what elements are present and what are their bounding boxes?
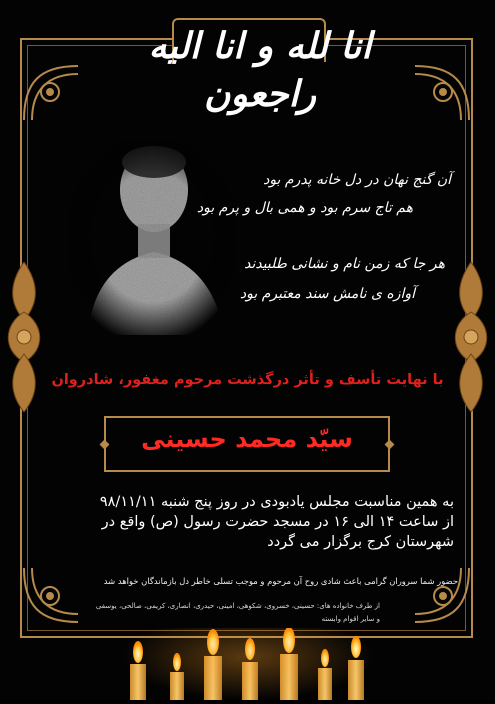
ceremony-line: از ساعت ۱۴ الی ۱۶ در مسجد حضرت رسول (ص) واقع در [101,514,454,530]
corner-ornament-icon [20,62,82,124]
candle-glow [120,628,375,700]
ceremony-details [44,492,454,552]
ornament-icon-left [0,262,48,412]
ornament-icon-right [447,262,495,412]
ceremony-line: به همین مناسبت مجلس یادبودی در روز پنج شنبه ۹۸/۱۱/۱۱ [99,494,454,510]
candles [120,628,375,700]
calligraphy-title: انا لله و انا الیه راجعون [148,25,372,115]
family-line: از طرف خانواده های: حسینی، خسروی، شکوهی، امینی، حیدری، انصاری، کریمی، صالحی، یوسفی [95,602,380,610]
footnote: حضور شما سروران گرامی باعث شادی روح آن مرحوم و موجب تسلی خاطر دل بازماندگان خواهد شد [103,576,458,586]
portrait-photo [68,140,236,335]
deceased-name: سیّد محمد حسینی [141,425,353,453]
corner-ornament-icon [411,564,473,626]
ceremony-line: شهرستان کرج برگزار می گردد [267,534,454,550]
poem-line: هر جا که زمن نام و نشانی طلبیدند [244,256,445,272]
family-list [40,600,380,626]
poem-line: آن گنج نهان در دل خانه پدرم بود [263,172,451,188]
poem-line: هم تاج سرم بود و همی بال و پرم بود [196,200,413,216]
family-line: و سایر اقوام وابسته [321,615,380,623]
poem-line: آوازه ی نامش سند معتبرم بود [239,286,415,302]
corner-ornament-icon [411,62,473,124]
condolence-text: با نهایت تأسف و تأثر درگذشت مرحوم مغفور، شادروان [51,372,444,388]
